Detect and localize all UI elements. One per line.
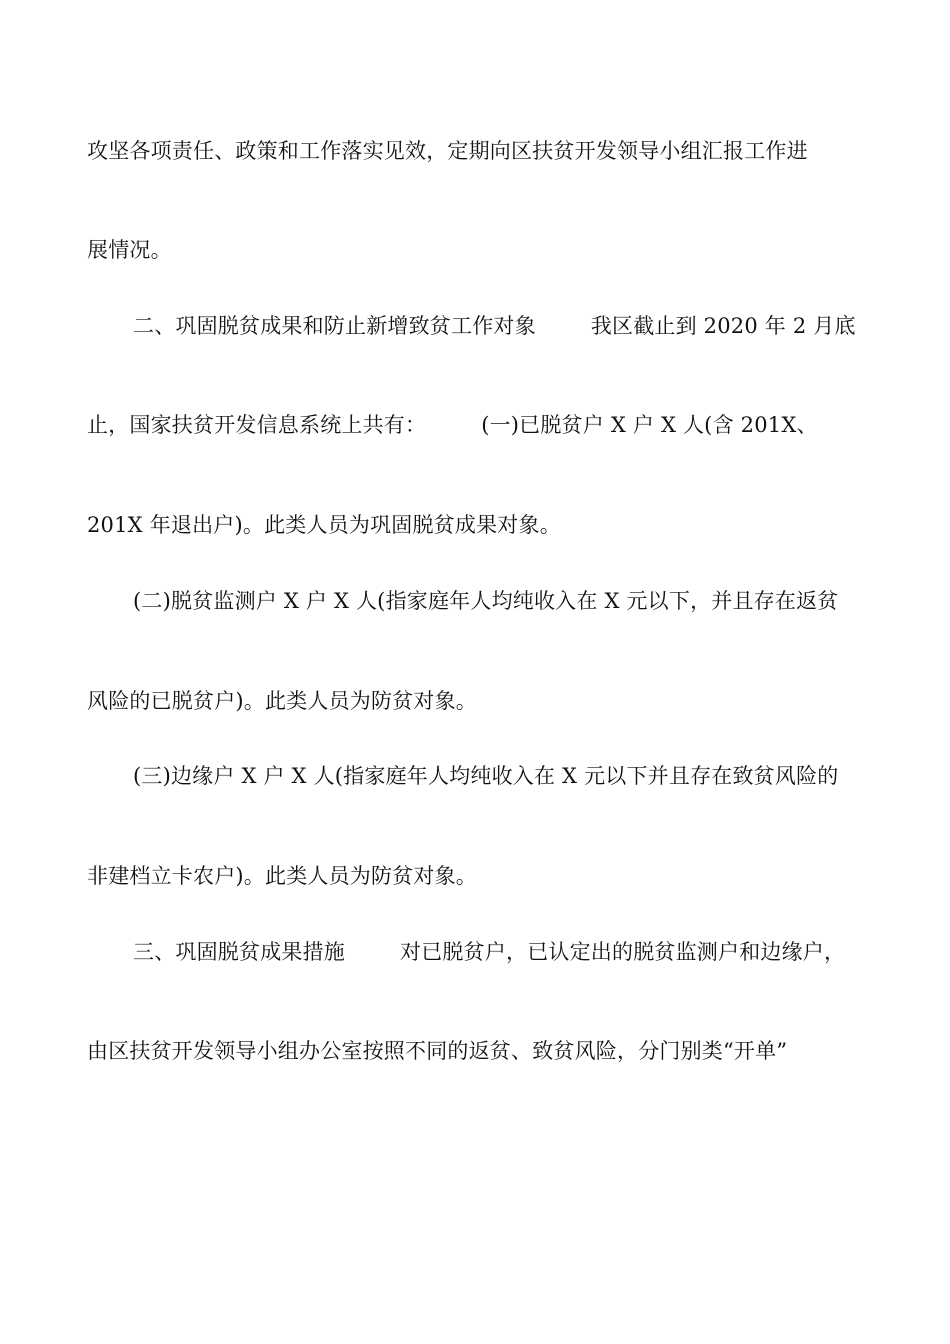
text-line: 风险的已脱贫户)。此类人员为防贫对象。 [87,689,477,713]
section-heading-line: 三、巩固脱贫成果措施 对已脱贫户，已认定出的脱贫监测户和边缘户， [133,940,846,964]
text-line: 攻坚各项责任、政策和工作落实见效，定期向区扶贫开发领导小组汇报工作进 [87,139,808,163]
text-line: 非建档立卡农户)。此类人员为防贫对象。 [87,864,477,888]
list-item-line: (三)边缘户 X 户 X 人(指家庭年人均纯收入在 X 元以下并且存在致贫风险的 [133,764,839,788]
text-line: 止，国家扶贫开发信息系统上共有： (一)已脱贫户 X 户 X 人(含 201X、 [87,413,818,437]
list-item-line: (二)脱贫监测户 X 户 X 人(指家庭年人均纯收入在 X 元以下，并且存在返贫 [133,589,839,613]
text-line: 展情况。 [87,238,172,262]
section-heading-line: 二、巩固脱贫成果和防止新增致贫工作对象 我区截止到 2020 年 2 月底 [133,314,856,338]
text-line: 201X 年退出户)。此类人员为巩固脱贫成果对象。 [87,513,561,537]
text-line: 由区扶贫开发领导小组办公室按照不同的返贫、致贫风险，分门别类“开单” [87,1039,788,1063]
